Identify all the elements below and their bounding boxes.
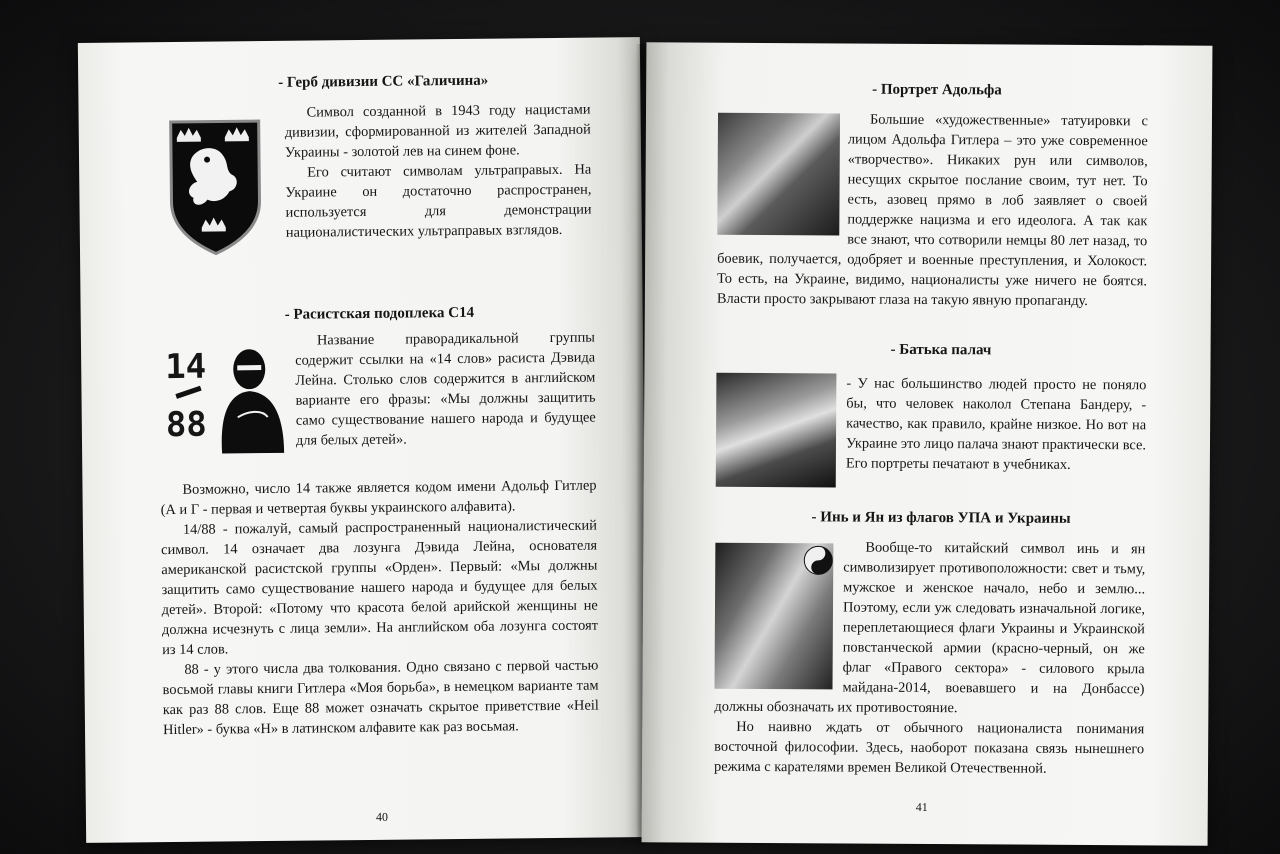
float-spacer <box>715 537 844 688</box>
heading-galichina: - Герб дивизии СС «Галичина» <box>278 72 489 91</box>
paragraph: Символ созданной в 1943 году нацистами дивизии, сформированной из жителей Западной Украины - золотой лев на синем фоне. <box>284 101 591 161</box>
logo-number-14: 14 <box>165 346 207 388</box>
float-spacer <box>717 109 848 234</box>
galichina-text <box>284 100 591 243</box>
c14-continued-text <box>160 476 599 741</box>
right-page <box>642 42 1213 845</box>
tattoo-photo-bandera <box>716 373 837 488</box>
logo-slash <box>175 386 201 399</box>
heading-batka-palach: - Батька палач <box>890 341 992 359</box>
page-number-right: 41 <box>915 799 928 815</box>
galichina-shield-emblem <box>167 115 264 258</box>
heading-c14: - Расистская подоплека С14 <box>284 304 475 323</box>
paragraph: 88 - у этого числа два толкования. Одно связано с первой частью восьмой главы книги Гитлера «Моя борьба», в немецком варианте там как раз 88 слов. Еще 88 может означать скрытое приветствие «Heil Hitler» - буква «Н» в латинском алфавите как раз восьмая. <box>162 657 599 739</box>
heading-yin-yang: - Инь и Ян из флагов УПА и Украины <box>811 509 1071 527</box>
left-page <box>78 37 648 843</box>
batka-palach-text <box>846 374 1147 476</box>
paragraph: - У нас большинство людей просто не поняло бы, что человек наколол Степана Бандеру, - качество, как правило, крайне низкое. Но вот на Украине это лицо палача знают практически все. Его портреты печатают в учебниках. <box>845 375 1147 473</box>
adolf-portrait-text <box>717 109 1148 312</box>
yin-yang-text <box>714 537 1145 780</box>
paragraph: Название праворадикальной группы содержит ссылки на «14 слов» расиста Дэвида Лейна. Столько слов содержится в английском варианте его фразы: «Мы должны защитить само существование нашего народа и будущее для белых детей». <box>295 329 596 449</box>
paragraph: Его считают символам ультраправых. На Украине он достаточно распространен, используется для демонстрации националистических ультраправых взглядов. <box>285 161 592 241</box>
paragraph: Вообще-то китайский символ инь и ян символизирует противоположности: свет и тьму, мужское и женское начало, небо и землю... Поэтому, если уж следовать изначальной логике, переплетающиеся флаги Украины и Украинской повстанческой армии (красно-черный, он же флаг «Правого сектора» - силового крыла майдана-2014, воевавшего и на Донбассе) должны обозначать их противостояние. <box>714 539 1146 717</box>
paragraph: Большие «художественные» татуировки с лицом Адольфа Гитлера – это уже современное «творчество». Никаких рун или символов, несущих скрытое послание своим, тут нет. То есть, азовец прямо в лоб заявляет о своей поддержке нацизма и его идеолога. А так как все знают, что сотворили немцы 80 лет назад, то боевик, получается, одобряет и военные преступления, и Холокост. То есть, на Украине, видимо, националисты уже ничего не боятся. Власти просто закрывают глаза на такую явную пропаганду. <box>716 111 1149 309</box>
paragraph: 14/88 - пожалуй, самый распространенный националистический символ. 14 означает два лозунга Дэвида Лейна, основателя американской расистской группы «Орден». Первый: «Мы должны защитить само существование нашего народа и будущее для белых детей». Второй: «Потому что красота белой арийской женщины не должна исчезнуть с лица земли». На английском оба лозунга состоят из 14 слов. <box>161 517 599 659</box>
c14-text <box>295 328 596 451</box>
paragraph: Но наивно ждать от обычного националиста понимания восточной философии. Здесь, наоборот показана связь нынешнего режима с карателями времен Великой Отечественной. <box>713 718 1145 777</box>
c14-logo <box>163 347 288 458</box>
paragraph: Возможно, число 14 также является кодом имени Адольф Гитлер (А и Г - первая и четвертая буквы украинского алфавита). <box>160 477 597 519</box>
heading-adolf-portrait: - Портрет Адольфа <box>872 81 1002 99</box>
page-number-left: 40 <box>375 809 389 824</box>
masked-figure-icon <box>217 347 288 456</box>
logo-number-88: 88 <box>165 404 207 446</box>
